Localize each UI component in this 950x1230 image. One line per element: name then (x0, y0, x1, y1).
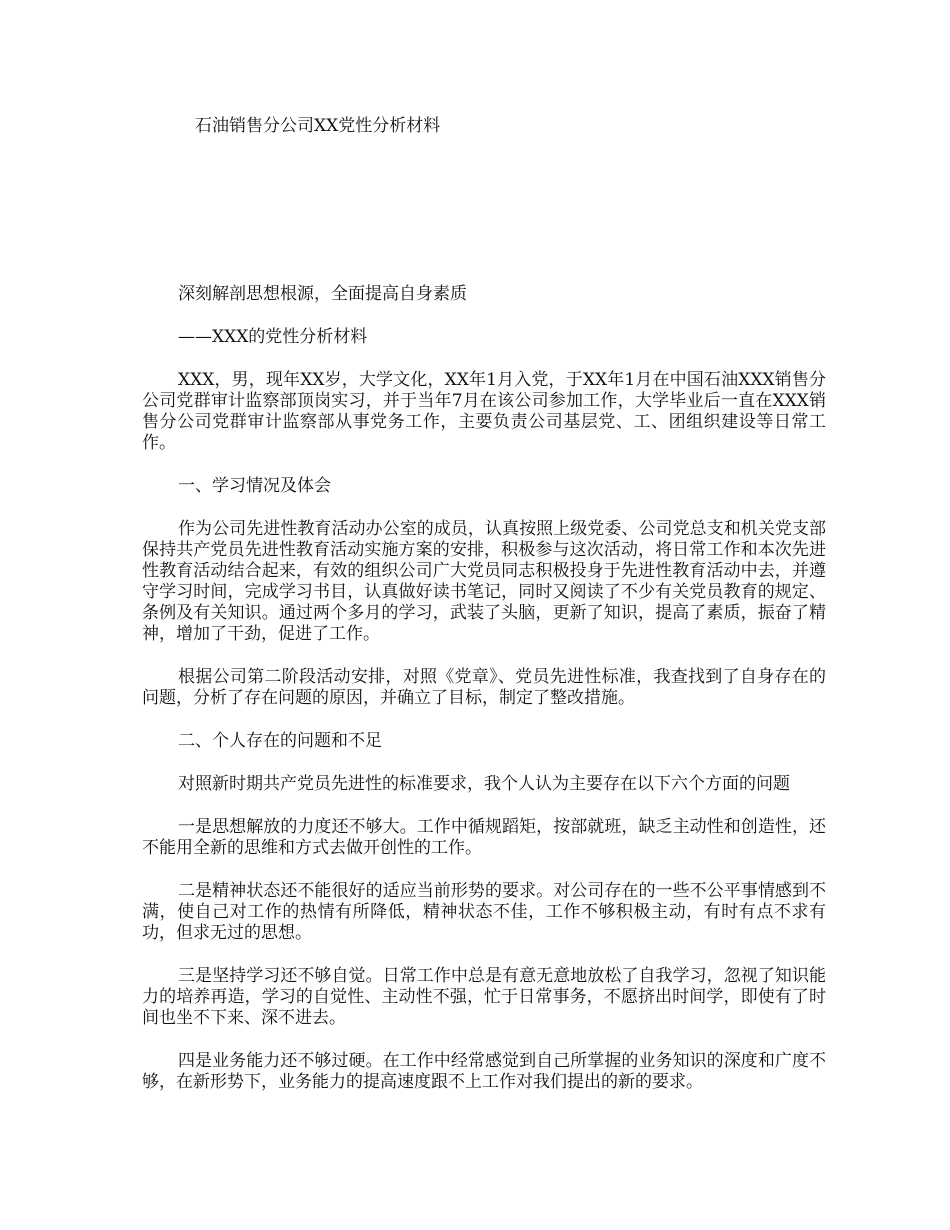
paragraph-problem-2: 二是精神状态还不能很好的适应当前形势的要求。对公司存在的一些不公平事情感到不满，使自己对工作的热情有所降低，精神状态不佳，工作不够积极主动，有时有点不求有功，但求无过的思想。 (142, 881, 826, 943)
document-body (142, 284, 826, 1115)
paragraph-problem-1: 一是思想解放的力度还不够大。工作中循规蹈矩，按部就班，缺乏主动性和创造性，还不能用全新的思维和方式去做开创性的工作。 (142, 817, 826, 858)
paragraph-profile: XXX，男，现年XX岁，大学文化，XX年1月入党，于XX年1月在中国石油XXX销售分公司党群审计监察部顶岗实习，并于当年7月在该公司参加工作，大学毕业后一直在XXX销售分公司党群审计监察部从事党务工作，主要负责公司基层党、工、团组织建设等日常工作。 (142, 370, 826, 453)
paragraph-study: 作为公司先进性教育活动办公室的成员，认真按照上级党委、公司党总支和机关党支部保持共产党员先进性教育活动实施方案的安排，积极参与这次活动，将日常工作和本次先进性教育活动结合起来，有效的组织公司广大党员同志积极投身于先进性教育活动中去，并遵守学习时间，完成学习书目，认真做好读书笔记，同时又阅读了不少有关党员教育的规定、条例及有关知识。通过两个多月的学习，武装了头脑，更新了知识，提高了素质，振奋了精神，增加了干劲，促进了工作。 (142, 519, 826, 644)
paragraph-stage-two: 根据公司第二阶段活动安排，对照《党章》、党员先进性标准，我查找到了自身存在的问题，分析了存在问题的原因，并确立了目标，制定了整改措施。 (142, 667, 826, 708)
document-byline: ——XXX的党性分析材料 (178, 327, 368, 347)
section-heading-study: 一、学习情况及体会 (178, 476, 331, 496)
paragraph-problems-intro: 对照新时期共产党员先进性的标准要求，我个人认为主要存在以下六个方面的问题 (178, 774, 790, 794)
paragraph-problem-3: 三是坚持学习还不够自觉。日常工作中总是有意无意地放松了自我学习，忽视了知识能力的培养再造，学习的自觉性、主动性不强，忙于日常事务，不愿挤出时间学，即使有了时间也坐不下来、深不进去。 (142, 966, 826, 1028)
paragraph-problem-4: 四是业务能力还不够过硬。在工作中经常感觉到自己所掌握的业务知识的深度和广度不够，在新形势下，业务能力的提高速度跟不上工作对我们提出的新的要求。 (142, 1051, 826, 1092)
section-heading-problems: 二、个人存在的问题和不足 (178, 731, 382, 751)
document-title: 石油销售分公司XX党性分析材料 (195, 116, 441, 136)
document-subtitle: 深刻解剖思想根源，全面提高自身素质 (178, 284, 467, 304)
